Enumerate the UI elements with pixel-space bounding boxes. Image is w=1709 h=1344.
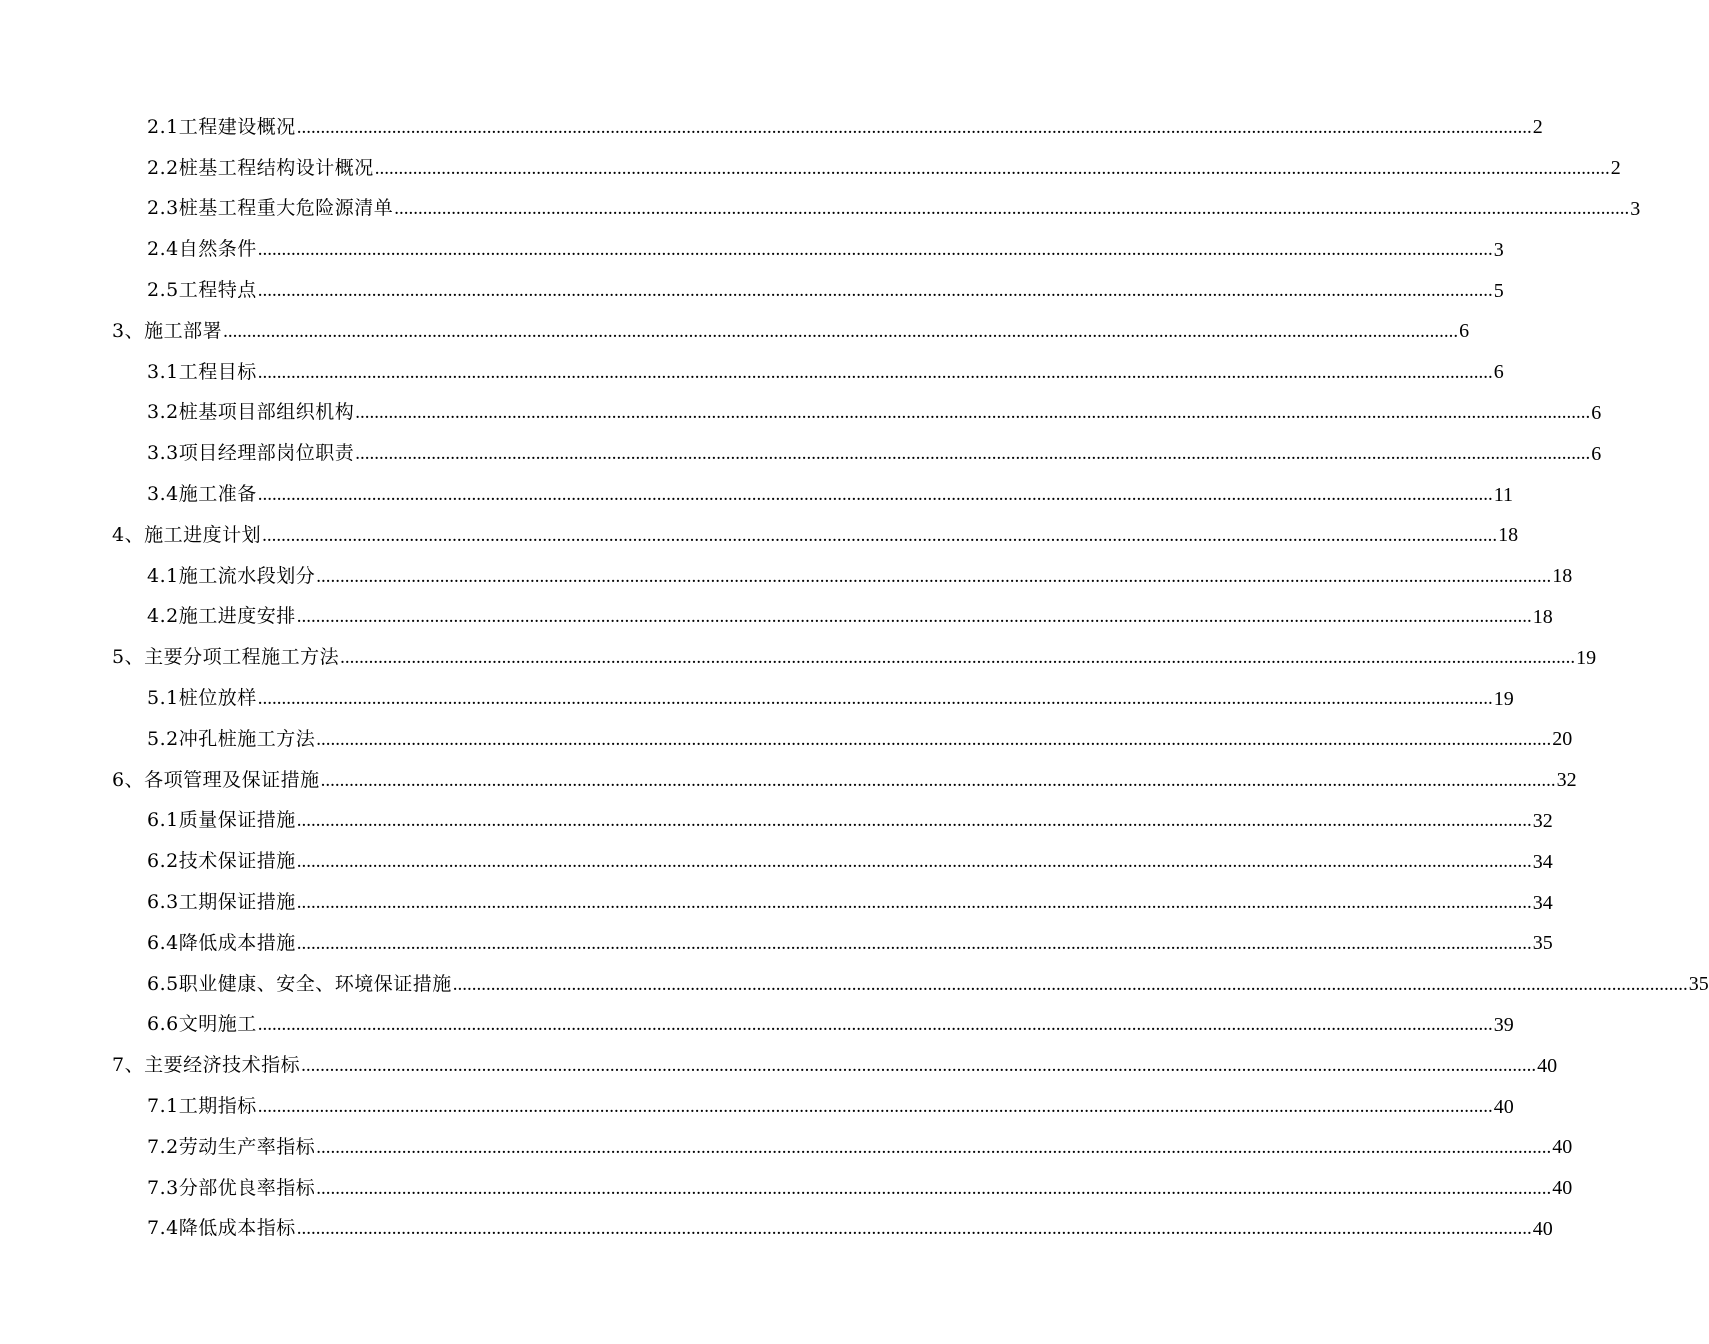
toc-entry-title: 4、施工进度计划 [112,523,262,546]
toc-entry-page-number: 32 [1556,769,1577,792]
toc-entry-page-number: 19 [1493,687,1514,710]
toc-entry-title: 6.6文明施工 [147,1013,257,1036]
toc-dot-leader: .................................................................................................................................................................................................................................................................... [296,116,1532,138]
toc-section-entry[interactable] [0,393,1602,434]
toc-entry-title: 7.3分部优良率指标 [147,1176,316,1199]
toc-entry-title: 3.2桩基项目部组织机构 [147,401,355,424]
toc-section-entry[interactable] [0,189,1641,230]
toc-chapter-entry[interactable] [0,760,1577,801]
toc-entry-page-number: 40 [1532,1217,1553,1240]
toc-section-entry[interactable] [0,433,1602,474]
toc-entry-title: 2.2桩基工程结构设计概况 [147,156,374,179]
toc-entry-title: 7.4降低成本指标 [147,1217,296,1240]
toc-section-entry[interactable] [0,719,1573,760]
toc-entry-page-number: 20 [1552,728,1573,751]
toc-entry-page-number: 32 [1532,809,1553,832]
toc-entry-page-number: 6 [1493,361,1504,384]
toc-section-entry[interactable] [0,1209,1553,1250]
toc-entry-page-number: 19 [1576,646,1597,669]
toc-entry-page-number: 40 [1552,1136,1573,1159]
toc-entry-page-number: 3 [1493,238,1504,261]
toc-dot-leader: .................................................................................................................................................................................................................................................................... [296,892,1532,914]
toc-entry-title: 6.5职业健康、安全、环境保证措施 [147,972,452,995]
toc-dot-leader: .................................................................................................................................................................................................................................................................... [296,851,1532,873]
toc-dot-leader: .................................................................................................................................................................................................................................................................... [262,524,1498,546]
toc-entry-title: 6.1质量保证措施 [147,809,296,832]
toc-dot-leader: .................................................................................................................................................................................................................................................................... [257,688,1493,710]
toc-entry-title: 3.3项目经理部岗位职责 [147,442,355,465]
toc-dot-leader: .................................................................................................................................................................................................................................................................... [296,606,1532,628]
toc-dot-leader: .................................................................................................................................................................................................................................................................... [223,320,1459,342]
toc-entry-title: 7.2劳动生产率指标 [147,1135,316,1158]
toc-section-entry[interactable] [0,556,1573,597]
toc-section-entry[interactable] [0,801,1553,842]
toc-section-entry[interactable] [0,841,1553,882]
toc-entry-page-number: 39 [1493,1013,1514,1036]
toc-chapter-entry[interactable] [0,1045,1558,1086]
toc-entry-title: 6、各项管理及保证措施 [112,768,320,791]
toc-entry-title: 2.3桩基工程重大危险源清单 [147,197,394,220]
toc-dot-leader: .................................................................................................................................................................................................................................................................... [316,1177,1552,1199]
toc-section-entry[interactable] [0,148,1621,189]
toc-entry-page-number: 2 [1532,116,1543,139]
toc-entry-title: 6.3工期保证措施 [147,891,296,914]
toc-chapter-entry[interactable] [0,515,1519,556]
toc-entry-page-number: 34 [1532,850,1553,873]
toc-section-entry[interactable] [0,1086,1514,1127]
toc-entry-title: 4.1施工流水段划分 [147,564,316,587]
toc-dot-leader: .................................................................................................................................................................................................................................................................... [301,1055,1537,1077]
toc-entry-title: 5.1桩位放样 [147,687,257,710]
toc-dot-leader: .................................................................................................................................................................................................................................................................... [316,565,1552,587]
toc-dot-leader: .................................................................................................................................................................................................................................................................... [374,157,1610,179]
toc-section-entry[interactable] [0,964,1709,1005]
toc-section-entry[interactable] [0,270,1504,311]
toc-section-entry[interactable] [0,882,1553,923]
toc-dot-leader: .................................................................................................................................................................................................................................................................... [296,1218,1532,1240]
toc-entry-page-number: 35 [1532,932,1553,955]
toc-entry-page-number: 5 [1493,279,1504,302]
toc-chapter-entry[interactable] [0,637,1597,678]
toc-dot-leader: .................................................................................................................................................................................................................................................................... [355,402,1591,424]
toc-entry-page-number: 40 [1552,1177,1573,1200]
toc-entry-page-number: 40 [1493,1095,1514,1118]
toc-entry-page-number: 18 [1552,565,1573,588]
toc-entry-page-number: 40 [1537,1054,1558,1077]
toc-section-entry[interactable] [0,474,1513,515]
toc-entry-page-number: 18 [1532,605,1553,628]
toc-entry-page-number: 2 [1610,157,1621,180]
toc-dot-leader: .................................................................................................................................................................................................................................................................... [394,198,1630,220]
toc-dot-leader: .................................................................................................................................................................................................................................................................... [296,810,1532,832]
toc-entry-title: 4.2施工进度安排 [147,605,296,628]
toc-entry-title: 3、施工部署 [112,319,223,342]
toc-section-entry[interactable] [0,678,1514,719]
toc-dot-leader: .................................................................................................................................................................................................................................................................... [257,1014,1493,1036]
toc-entry-page-number: 3 [1630,197,1641,220]
toc-section-entry[interactable] [0,1168,1573,1209]
toc-entry-title: 2.1工程建设概况 [147,115,296,138]
toc-chapter-entry[interactable] [0,311,1470,352]
toc-section-entry[interactable] [0,229,1504,270]
toc-entry-page-number: 11 [1493,483,1513,506]
toc-section-entry[interactable] [0,352,1504,393]
toc-section-entry[interactable] [0,1127,1573,1168]
toc-entry-title: 2.5工程特点 [147,279,257,302]
toc-entry-title: 5.2冲孔桩施工方法 [147,727,316,750]
toc-entry-title: 7、主要经济技术指标 [112,1054,301,1077]
toc-dot-leader: .................................................................................................................................................................................................................................................................... [355,443,1591,465]
toc-entry-page-number: 18 [1498,524,1519,547]
toc-section-entry[interactable] [0,597,1553,638]
toc-entry-page-number: 35 [1688,973,1709,996]
table-of-contents [0,107,1709,1249]
toc-dot-leader: .................................................................................................................................................................................................................................................................... [257,484,1493,506]
toc-entry-title: 6.4降低成本措施 [147,931,296,954]
toc-entry-title: 7.1工期指标 [147,1095,257,1118]
toc-entry-page-number: 34 [1532,891,1553,914]
toc-entry-page-number: 6 [1591,442,1602,465]
toc-dot-leader: .................................................................................................................................................................................................................................................................... [257,239,1493,261]
toc-dot-leader: .................................................................................................................................................................................................................................................................... [452,973,1688,995]
toc-entry-title: 3.4施工准备 [147,483,257,506]
toc-section-entry[interactable] [0,923,1553,964]
toc-entry-title: 2.4自然条件 [147,238,257,261]
toc-entry-title: 3.1工程目标 [147,360,257,383]
toc-entry-title: 6.2技术保证措施 [147,850,296,873]
toc-dot-leader: .................................................................................................................................................................................................................................................................... [257,280,1493,302]
toc-dot-leader: .................................................................................................................................................................................................................................................................... [340,647,1576,669]
toc-entry-page-number: 6 [1591,401,1602,424]
toc-dot-leader: .................................................................................................................................................................................................................................................................... [257,361,1493,383]
toc-dot-leader: .................................................................................................................................................................................................................................................................... [296,932,1532,954]
toc-dot-leader: .................................................................................................................................................................................................................................................................... [316,728,1552,750]
toc-dot-leader: .................................................................................................................................................................................................................................................................... [316,1136,1552,1158]
toc-dot-leader: .................................................................................................................................................................................................................................................................... [320,769,1556,791]
toc-dot-leader: .................................................................................................................................................................................................................................................................... [257,1096,1493,1118]
toc-entry-title: 5、主要分项工程施工方法 [112,646,340,669]
toc-section-entry[interactable] [0,107,1543,148]
toc-section-entry[interactable] [0,1005,1514,1046]
toc-entry-page-number: 6 [1459,320,1470,343]
